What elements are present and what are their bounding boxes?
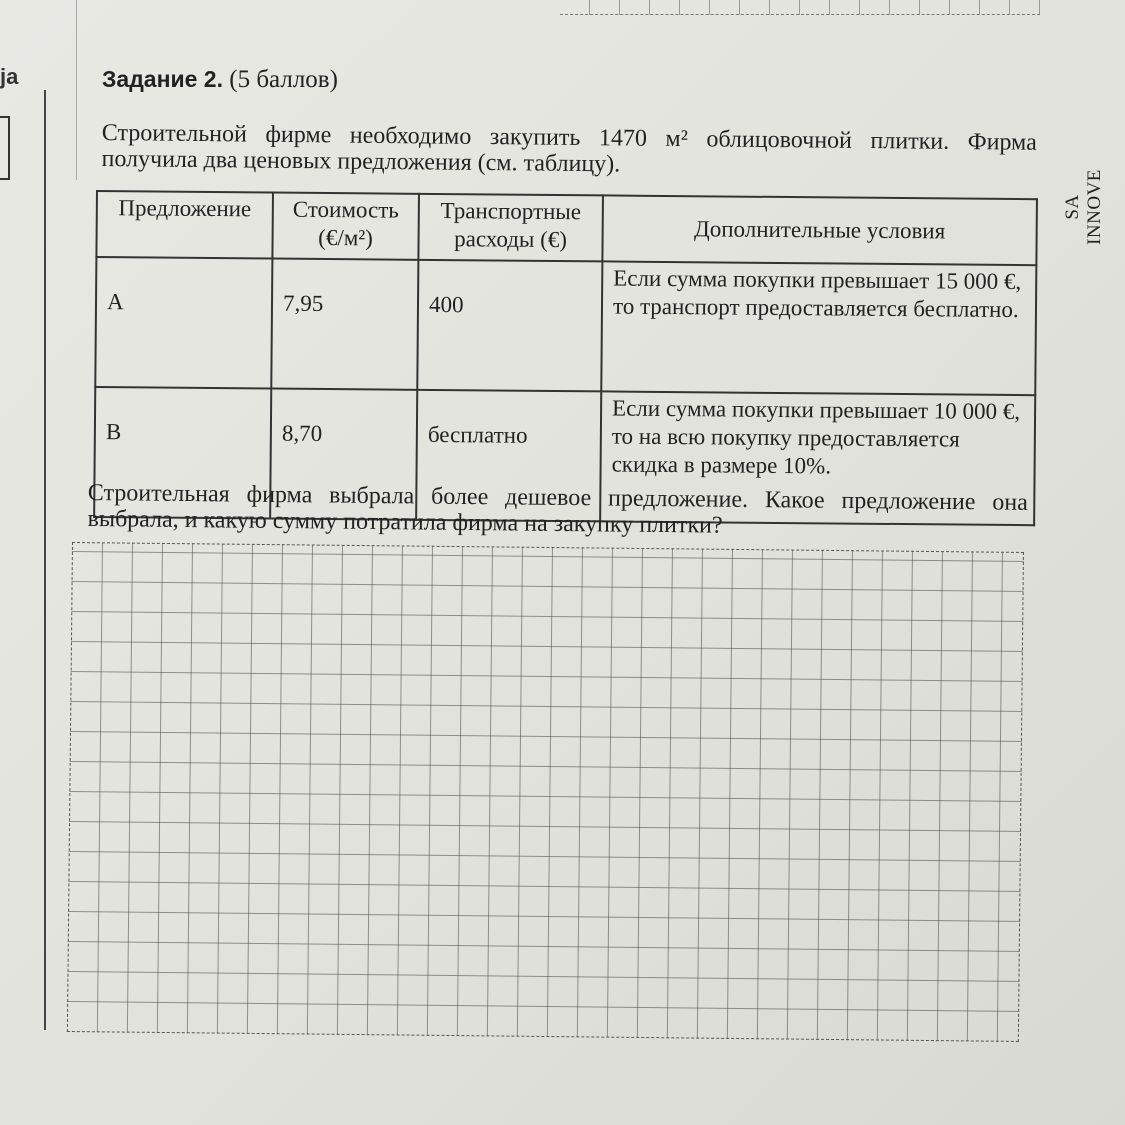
task-heading bbox=[102, 66, 338, 94]
task-points: (5 баллов) bbox=[229, 66, 338, 93]
side-label: SA INNOVE bbox=[1062, 169, 1105, 245]
table-header-row bbox=[96, 191, 1037, 265]
offer-a-conditions: Если сумма покупки превышает 15 000 €, то транспорт предоставляется бесплатно. bbox=[601, 261, 1036, 395]
offer-a-transport: 400 bbox=[417, 260, 602, 392]
task-question: Строительная фирма выбрала более дешевое предложение. Какое предложение она выбрала, и какую сумму потратила фирма на закупку плитки? bbox=[87, 480, 1028, 539]
offer-b-cost: 8,70 bbox=[270, 389, 417, 520]
answer-grid[interactable] bbox=[67, 542, 1024, 1042]
task-title: Задание 2. bbox=[102, 66, 223, 92]
header-conditions: Дополнительные условия bbox=[602, 195, 1037, 265]
offer-b-conditions: Если сумма покупки превышает 10 000 €, то на всю покупку предоставляется скидка в размере 10%. bbox=[600, 391, 1035, 525]
left-margin-line bbox=[44, 90, 46, 1030]
header-transport: Транспортные расходы (€) bbox=[418, 194, 603, 262]
header-offer: Предложение bbox=[96, 191, 273, 259]
offer-a-cost: 7,95 bbox=[271, 259, 418, 390]
task-intro: Строительной фирме необходимо закупить 1470 м² облицовочной плитки. Фирма получила два ценовых предложения (см. таблицу). bbox=[101, 120, 1037, 178]
header-cost: Стоимость (€/м²) bbox=[272, 193, 419, 260]
offers-table bbox=[93, 190, 1038, 526]
offers-table-wrapper bbox=[93, 190, 1038, 526]
cut-off-edge-box bbox=[0, 116, 10, 180]
top-grid-fragment bbox=[560, 0, 1040, 15]
margin-rule bbox=[76, 0, 77, 180]
offer-b-name: B bbox=[94, 387, 271, 519]
cut-off-edge-text: ja bbox=[0, 64, 19, 89]
offer-b-transport: бесплатно bbox=[416, 390, 601, 522]
offer-a-name: A bbox=[95, 257, 272, 389]
table-row bbox=[95, 257, 1036, 395]
